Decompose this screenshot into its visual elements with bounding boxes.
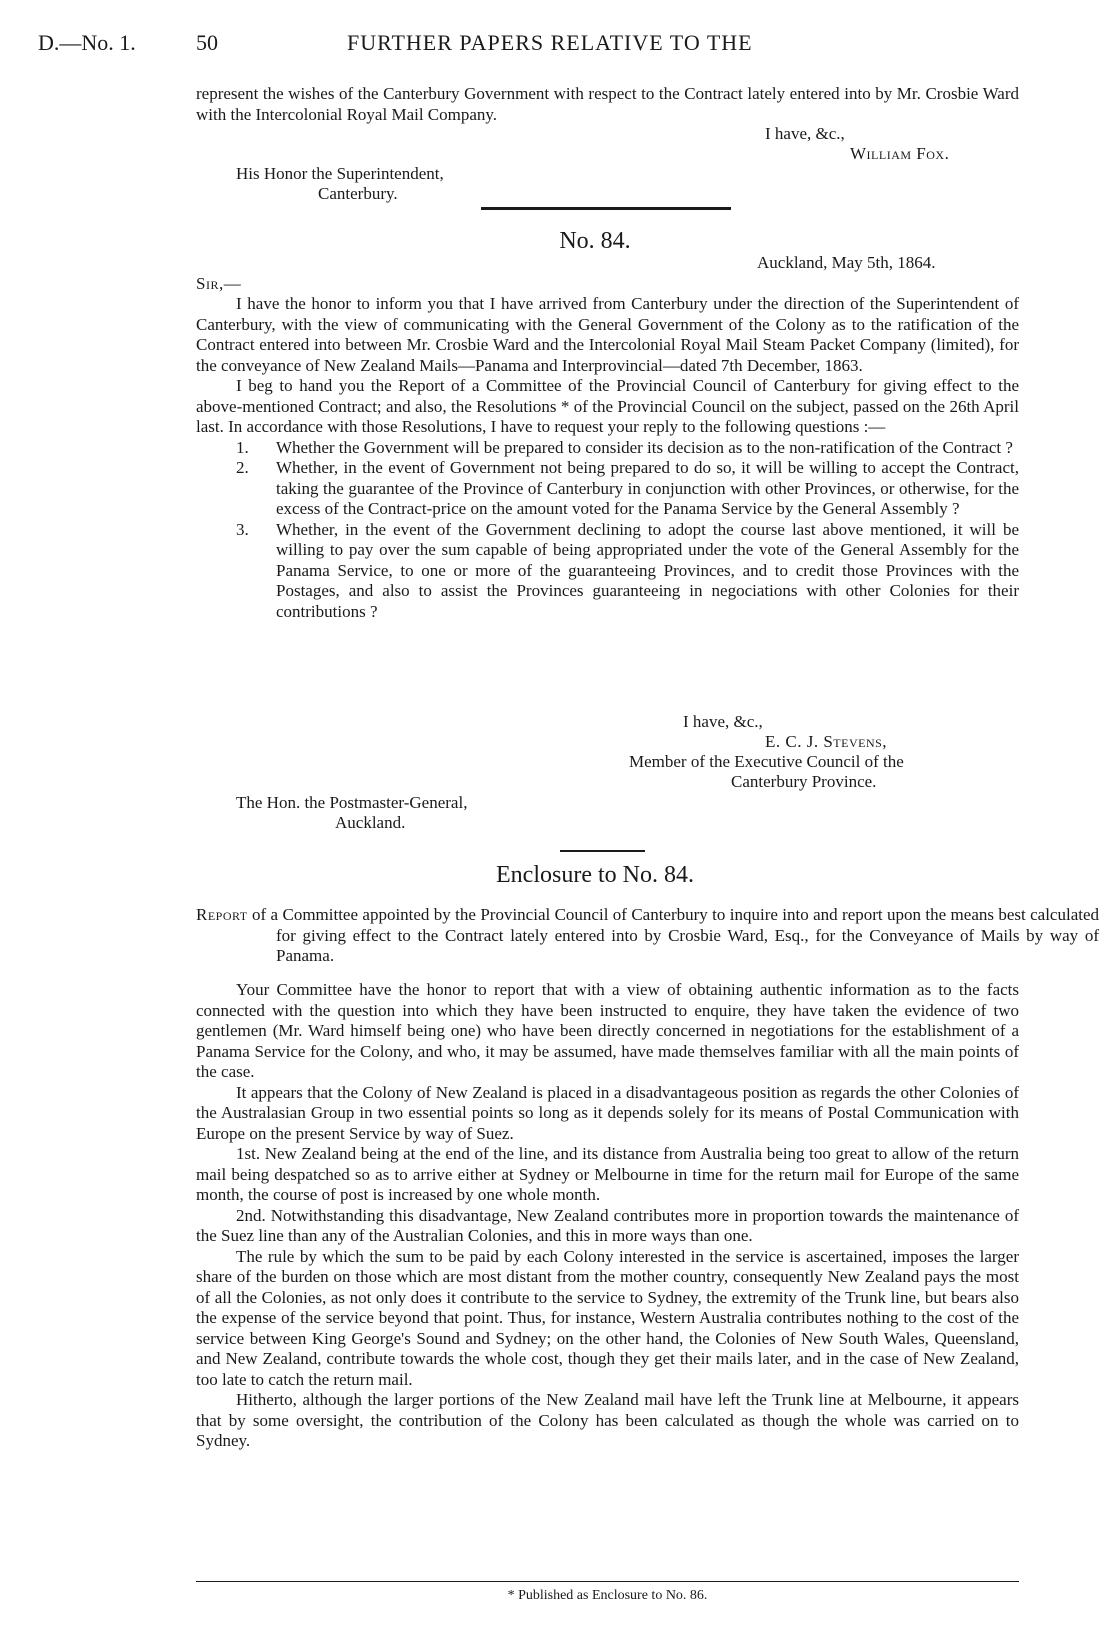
- report-paragraph: It appears that the Colony of New Zealand is placed in a disadvantageous position as regards the other Colonies of the Australasian Group in two essential points so long as it depends solely for its means of Postal Communication with Europe on the present Service by way of Suez.: [196, 1082, 1019, 1143]
- enclosure-heading: Enclosure to No. 84.: [496, 862, 694, 888]
- report-paragraph: Your Committee have the honor to report that with a view of obtaining authentic information as to the facts connected with the question into which they have been instructed to enquire, they have taken the evidence of two gentlemen (Mr. Ward himself being one) who have been directly concerned in negotiations for the establishment of a Panama Service for the Colony, and who, it may be assumed, have made themselves familiar with all the main points of the case.: [196, 980, 1019, 1081]
- previous-letter-closing: I have, &c.,: [765, 124, 845, 143]
- letter-addressee-line2: Auckland.: [335, 813, 406, 832]
- letter-paragraph: I beg to hand you the Report of a Committee of the Provincial Council of Canterbury for giving effect to the above-mentioned Contract; and also, the Resolutions * of the Provincial Council on the subject, passed on the 26th April last. In accordance with those Resolutions, I have to request your reply to the following questions :—: [196, 376, 1019, 436]
- section-divider: [481, 207, 731, 210]
- report-lead: Report: [196, 905, 248, 924]
- report-paragraph: The rule by which the sum to be paid by each Colony interested in the service is ascertained, imposes the larger share of the burden on those which are most distant from the mother country, consequently New Zealand pays the most of all the Colonies, as not only does it contribute to the service to Sydney, the extremity of the Trunk line, but bears also the expense of the service beyond that point. Thus, for instance, Western Australia contributes nothing to the cost of the service between King George's Sound and Sydney; on the other hand, the Colonies of New South Wales, Queensland, and New Zealand, contribute towards the whole cost, though they get their mails later, and in the case of New Zealand, too late to catch the return mail.: [196, 1246, 1019, 1389]
- list-item-number: 2.: [236, 458, 249, 477]
- signatory-title-line1: Member of the Executive Council of the: [629, 752, 904, 771]
- letter-signature: E. C. J. Stevens,: [765, 732, 888, 751]
- list-item-text: Whether, in the event of the Government declining to adopt the course last above mentioned, it will be willing to pay over the sum capable of being appropriated under the vote of the General Assembly for the Panama Service, to one or more of the guaranteeing Provinces, and to credit those Provinces with the Postages, and also to assist the Provinces guaranteeing in negociations with other Colonies for their contributions ?: [276, 519, 1019, 621]
- report-paragraph: Hitherto, although the larger portions of the New Zealand mail have left the Trunk line at Melbourne, it appears that by some oversight, the contribution of the Colony has been calculated as though the whole was carried on to Sydney.: [196, 1390, 1019, 1450]
- footnote: * Published as Enclosure to No. 86.: [507, 1588, 708, 1603]
- section-divider: [560, 850, 645, 852]
- letter-salutation: Sir,—: [196, 274, 242, 293]
- report-title: [196, 905, 1099, 967]
- list-item: [236, 438, 1019, 459]
- letter-body: [196, 294, 1019, 622]
- report-paragraph: 1st. New Zealand being at the end of the line, and its distance from Australia being too great to allow of the return mail being despatched so as to arrive either at Sydney or Melbourne in time for the return mail for Europe of the same month, the course of post is increased by one whole month.: [196, 1144, 1019, 1204]
- list-item-number: 1.: [236, 437, 249, 457]
- list-item-text: Whether the Government will be prepared to consider its decision as to the non-ratification of the Contract ?: [276, 437, 1013, 457]
- letter-closing: I have, &c.,: [683, 712, 763, 731]
- footnote-rule: [196, 1581, 1019, 1582]
- page-number: 50: [196, 30, 218, 55]
- report-body: [196, 980, 1019, 1452]
- report-title-text: of a Committee appointed by the Provincial Council of Canterbury to inquire into and report upon the means best calculated for giving effect to the Contract lately entered into by Crosbie Ward, Esq., for the Conveyance of Mails by way of Panama.: [252, 905, 1100, 965]
- previous-letter-addressee-line2: Canterbury.: [318, 184, 398, 203]
- signatory-title-line2: Canterbury Province.: [731, 772, 877, 791]
- list-item: [236, 458, 1019, 520]
- letter-addressee-line1: The Hon. the Postmaster-General,: [236, 793, 468, 812]
- question-list: [196, 438, 1019, 623]
- running-title: FURTHER PAPERS RELATIVE TO THE: [347, 30, 753, 55]
- previous-letter-signature: William Fox.: [850, 144, 950, 163]
- list-item-text: Whether, in the event of Government not being prepared to do so, it will be willing to accept the Contract, taking the guarantee of the Province of Canterbury in conjunction with other Provinces, or otherwise, for the excess of the Contract-price on the amount voted for the Panama Service by the General Assembly ?: [276, 458, 1019, 518]
- list-item-number: 3.: [236, 519, 249, 539]
- letter-paragraph: I have the honor to inform you that I have arrived from Canterbury under the direction of the Superintendent of Canterbury, with the view of communicating with the General Government of the Colony as to the ratification of the Contract entered into between Mr. Crosbie Ward and the Intercolonial Royal Mail Steam Packet Company (limited), for the conveyance of New Zealand Mails—Panama and Interprovincial—dated 7th December, 1863.: [196, 294, 1019, 375]
- letter-number-heading: No. 84.: [559, 228, 631, 254]
- previous-letter-continuation: represent the wishes of the Canterbury Government with respect to the Contract lately entered into by Mr. Crosbie Ward with the Intercolonial Royal Mail Company.: [196, 84, 1019, 124]
- document-code: D.—No. 1.: [38, 30, 136, 55]
- page-header: [0, 30, 1114, 64]
- letter-place-date: Auckland, May 5th, 1864.: [757, 253, 936, 272]
- previous-letter-addressee-line1: His Honor the Superintendent,: [236, 164, 444, 183]
- list-item: [236, 520, 1019, 623]
- report-paragraph: 2nd. Notwithstanding this disadvantage, New Zealand contributes more in proportion towards the maintenance of the Suez line than any of the Australian Colonies, and this in more ways than one.: [196, 1205, 1019, 1245]
